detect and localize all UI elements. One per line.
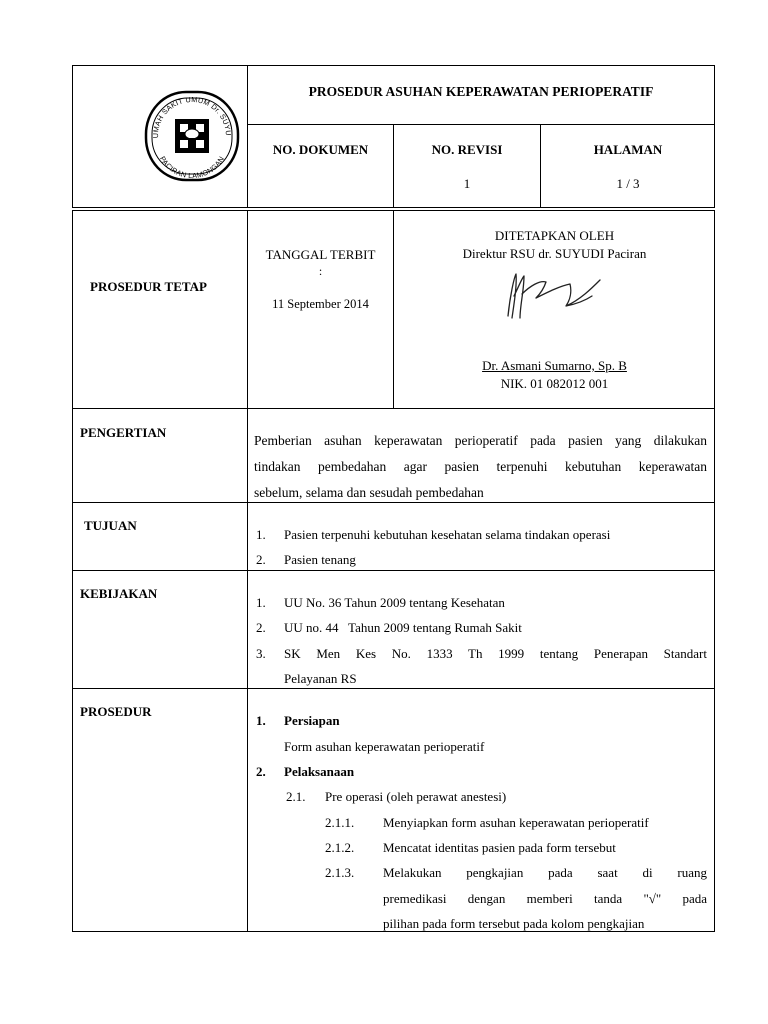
signatory-nik: NIK. 01 082012 001 [500, 376, 609, 391]
signatory-name: Dr. Asmani Sumarno, Sp. B [482, 358, 627, 373]
step-text: Form asuhan keperawatan perioperatif [284, 739, 485, 754]
list-number: 2. [256, 620, 266, 635]
divider [72, 688, 715, 689]
step-number: 2. [256, 764, 266, 779]
page-label: HALAMAN [593, 142, 663, 157]
pengertian-line: tindakan pembedahan agar pasien terpenuhi kebutuhan keperawatan [254, 459, 707, 474]
subsubstep-number: 2.1.1. [325, 815, 355, 830]
divider [72, 408, 715, 409]
list-item-continuation: Pelayanan RS [284, 671, 357, 686]
divider [540, 124, 541, 208]
substep-number: 2.1. [286, 789, 306, 804]
pengertian-line: sebelum, selama dan sesudah pembedahan [254, 485, 484, 500]
revision-value: 1 [463, 176, 471, 191]
section-label-kebijakan: KEBIJAKAN [80, 586, 158, 601]
logo-ring-text-bottom: PACIRAN LAMONGAN [158, 154, 227, 181]
list-number: 1. [256, 527, 266, 542]
list-number: 2. [256, 552, 266, 567]
divider [247, 124, 715, 125]
section-label-pengertian: PENGERTIAN [80, 425, 167, 440]
subsubstep-text: Menyiapkan form asuhan keperawatan perioperatif [383, 815, 649, 830]
divider [247, 210, 248, 932]
list-number: 3. [256, 646, 266, 661]
issue-date-value: 11 September 2014 [272, 297, 369, 311]
list-item: UU No. 36 Tahun 2009 tentang Kesehatan [284, 595, 505, 610]
subsubstep-text: Mencatat identitas pasien pada form tersebut [383, 840, 616, 855]
list-item: Pasien terpenuhi kebutuhan kesehatan selama tindakan operasi [284, 527, 611, 542]
pengertian-text [254, 428, 707, 506]
divider [393, 124, 394, 208]
list-item: SK Men Kes No. 1333 Th 1999 tentang Penerapan Standart [284, 646, 707, 661]
section-label-tujuan: TUJUAN [84, 518, 137, 533]
list-item: Pasien tenang [284, 552, 356, 567]
logo-ring-text-top: UMAH SAKIT UMUM Dr. SUYU [150, 94, 234, 139]
document-title: PROSEDUR ASUHAN KEPERAWATAN PERIOPERATIF [308, 84, 654, 99]
director-title: Direktur RSU dr. SUYUDI Paciran [462, 246, 647, 261]
issue-date-colon: : [318, 264, 323, 278]
subsubstep-continuation: pilihan pada form tersebut pada kolom pengkajian [383, 916, 645, 931]
issue-date-label: TANGGAL TERBIT [265, 247, 376, 262]
divider [72, 570, 715, 571]
subsubstep-number: 2.1.3. [325, 865, 355, 880]
hospital-logo [142, 86, 242, 186]
doc-number-label: NO. DOKUMEN [272, 142, 369, 157]
set-by-label: DITETAPKAN OLEH [494, 228, 615, 243]
page-value: 1 / 3 [616, 176, 640, 191]
subsubstep-continuation: premedikasi dengan memberi tanda "√" pada [383, 891, 707, 906]
signature [500, 266, 610, 326]
step-title: Persiapan [284, 713, 340, 728]
section-label-prosedur: PROSEDUR [80, 704, 152, 719]
revision-label: NO. REVISI [431, 142, 503, 157]
substep-text: Pre operasi (oleh perawat anestesi) [325, 789, 507, 804]
list-number: 1. [256, 595, 266, 610]
subsubstep-text: Melakukan pengkajian pada saat di ruang [383, 865, 707, 880]
step-number: 1. [256, 713, 266, 728]
step-title: Pelaksanaan [284, 764, 355, 779]
procedure-type-label: PROSEDUR TETAP [90, 279, 207, 294]
subsubstep-number: 2.1.2. [325, 840, 355, 855]
pengertian-line: Pemberian asuhan keperawatan perioperatif pada pasien yang dilakukan [254, 433, 707, 448]
list-item: UU no. 44 Tahun 2009 tentang Rumah Sakit [284, 620, 522, 635]
